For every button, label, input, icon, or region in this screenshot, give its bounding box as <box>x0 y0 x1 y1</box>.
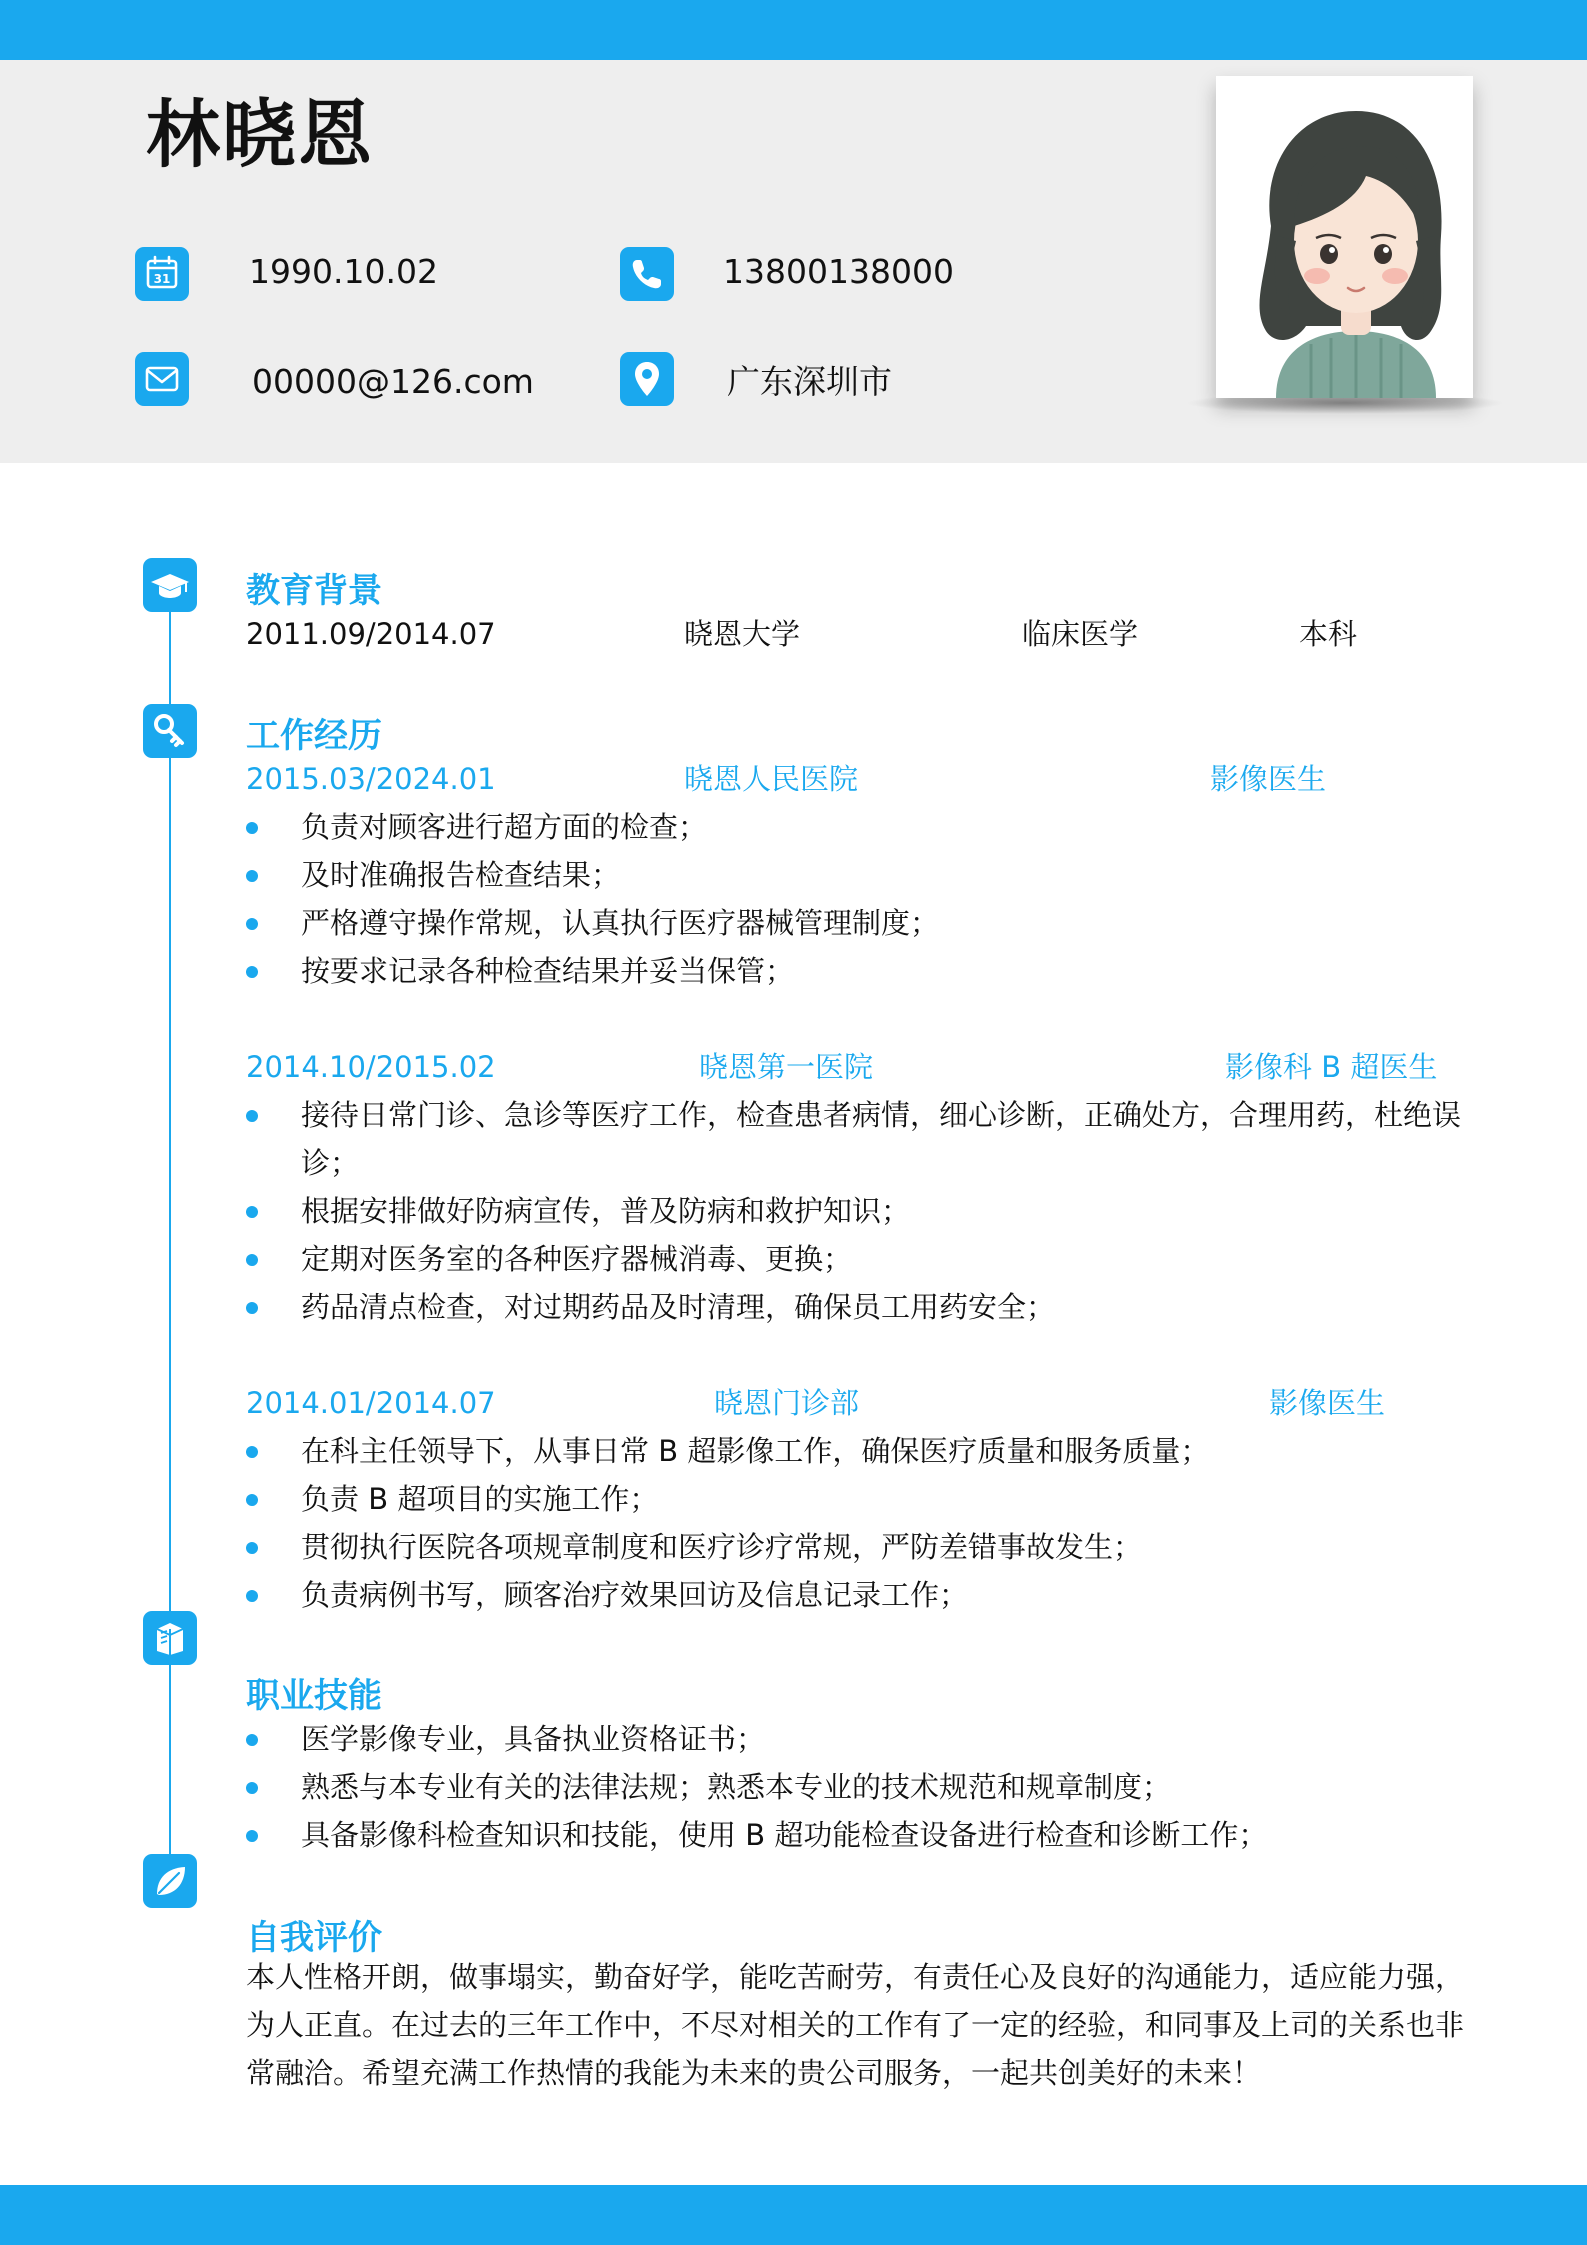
work-title: 工作经历 <box>246 716 382 756</box>
self-eval-line: 常融洽。希望充满工作热情的我能为未来的贵公司服务，一起共创美好的未来！ <box>246 2056 1262 2090</box>
job-role: 影像医生 <box>1210 762 1327 796</box>
self-eval-title: 自我评价 <box>246 1918 382 1958</box>
leaf-icon <box>143 1854 197 1908</box>
job-duty: 药品清点检查，对过期药品及时清理，确保员工用药安全； <box>301 1290 1056 1324</box>
job-duty: 定期对医务室的各种医疗器械消毒、更换； <box>301 1242 853 1276</box>
graduation-cap-icon <box>143 558 197 612</box>
bullet-dot <box>246 1110 258 1122</box>
job-org: 晓恩门诊部 <box>714 1386 860 1420</box>
timeline-line <box>169 590 171 1890</box>
location-text: 广东深圳市 <box>727 362 892 401</box>
bullet-dot <box>246 870 258 882</box>
bullet-dot <box>246 822 258 834</box>
job-duty: 负责对顾客进行超方面的检查； <box>301 810 708 844</box>
bullet-dot <box>246 1254 258 1266</box>
phone-icon <box>620 247 674 301</box>
job-period: 2014.01/2014.07 <box>246 1386 496 1420</box>
profile-photo <box>1216 76 1473 398</box>
bullet-dot <box>246 1830 258 1842</box>
job-duty: 及时准确报告检查结果； <box>301 858 621 892</box>
job-duty: 贯彻执行医院各项规章制度和医疗诊疗常规，严防差错事故发生； <box>301 1530 1143 1564</box>
education-degree: 本科 <box>1299 617 1358 651</box>
job-duty: 严格遵守操作常规，认真执行医疗器械管理制度； <box>301 906 940 940</box>
bullet-dot <box>246 966 258 978</box>
bullet-dot <box>246 1446 258 1458</box>
job-org: 晓恩第一医院 <box>699 1050 874 1084</box>
calendar-icon <box>135 247 189 301</box>
candidate-name: 林晓恩 <box>146 92 374 178</box>
bullet-dot <box>246 1590 258 1602</box>
job-role: 影像科 B 超医生 <box>1225 1050 1438 1084</box>
job-period: 2014.10/2015.02 <box>246 1050 496 1084</box>
education-major: 临床医学 <box>1022 617 1139 651</box>
self-eval-line: 为人正直。在过去的三年工作中，不尽对相关的工作有了一定的经验，和同事及上司的关系也非 <box>246 2008 1465 2042</box>
envelope-icon <box>135 352 189 406</box>
location-pin-icon <box>620 352 674 406</box>
bullet-dot <box>246 1206 258 1218</box>
job-duty: 负责 B 超项目的实施工作； <box>301 1482 659 1516</box>
education-school: 晓恩大学 <box>684 617 801 651</box>
bullet-dot <box>246 1734 258 1746</box>
book-icon <box>143 1611 197 1665</box>
birthdate-text: 1990.10.02 <box>249 252 438 291</box>
top-accent-bar <box>0 0 1587 60</box>
bullet-dot <box>246 1302 258 1314</box>
self-eval-paragraph <box>246 1953 1496 2097</box>
job-period: 2015.03/2024.01 <box>246 762 496 796</box>
bullet-dot <box>246 918 258 930</box>
bottom-accent-bar <box>0 2185 1587 2245</box>
email-text: 00000@126.com <box>252 362 534 401</box>
skill-item: 具备影像科检查知识和技能，使用 B 超功能检查设备进行检查和诊断工作； <box>301 1818 1268 1852</box>
job-duty: 接待日常门诊、急诊等医疗工作，检查患者病情，细心诊断，正确处方，合理用药，杜绝误 <box>301 1098 1462 1132</box>
job-org: 晓恩人民医院 <box>684 762 859 796</box>
job-duty: 负责病例书写，顾客治疗效果回访及信息记录工作； <box>301 1578 969 1612</box>
calendar-day: 31 <box>153 272 171 286</box>
job-duty: 在科主任领导下，从事日常 B 超影像工作，确保医疗质量和服务质量； <box>301 1434 1210 1468</box>
job-duty: 根据安排做好防病宣传，普及防病和救护知识； <box>301 1194 911 1228</box>
education-period: 2011.09/2014.07 <box>246 617 496 651</box>
self-eval-line: 本人性格开朗，做事塌实，勤奋好学，能吃苦耐劳，有责任心及良好的沟通能力，适应能力强， <box>246 1960 1465 1994</box>
job-duty-continuation: 诊； <box>301 1146 360 1180</box>
key-icon <box>143 704 197 758</box>
skill-item: 熟悉与本专业有关的法律法规；熟悉本专业的技术规范和规章制度； <box>301 1770 1172 1804</box>
skills-title: 职业技能 <box>246 1676 382 1716</box>
bullet-dot <box>246 1542 258 1554</box>
phone-text: 13800138000 <box>723 252 954 291</box>
skill-item: 医学影像专业，具备执业资格证书； <box>301 1722 766 1756</box>
bullet-dot <box>246 1782 258 1794</box>
avatar-illustration <box>1216 76 1473 398</box>
education-title: 教育背景 <box>246 571 382 611</box>
job-role: 影像医生 <box>1269 1386 1386 1420</box>
bullet-dot <box>246 1494 258 1506</box>
job-duty: 按要求记录各种检查结果并妥当保管； <box>301 954 795 988</box>
